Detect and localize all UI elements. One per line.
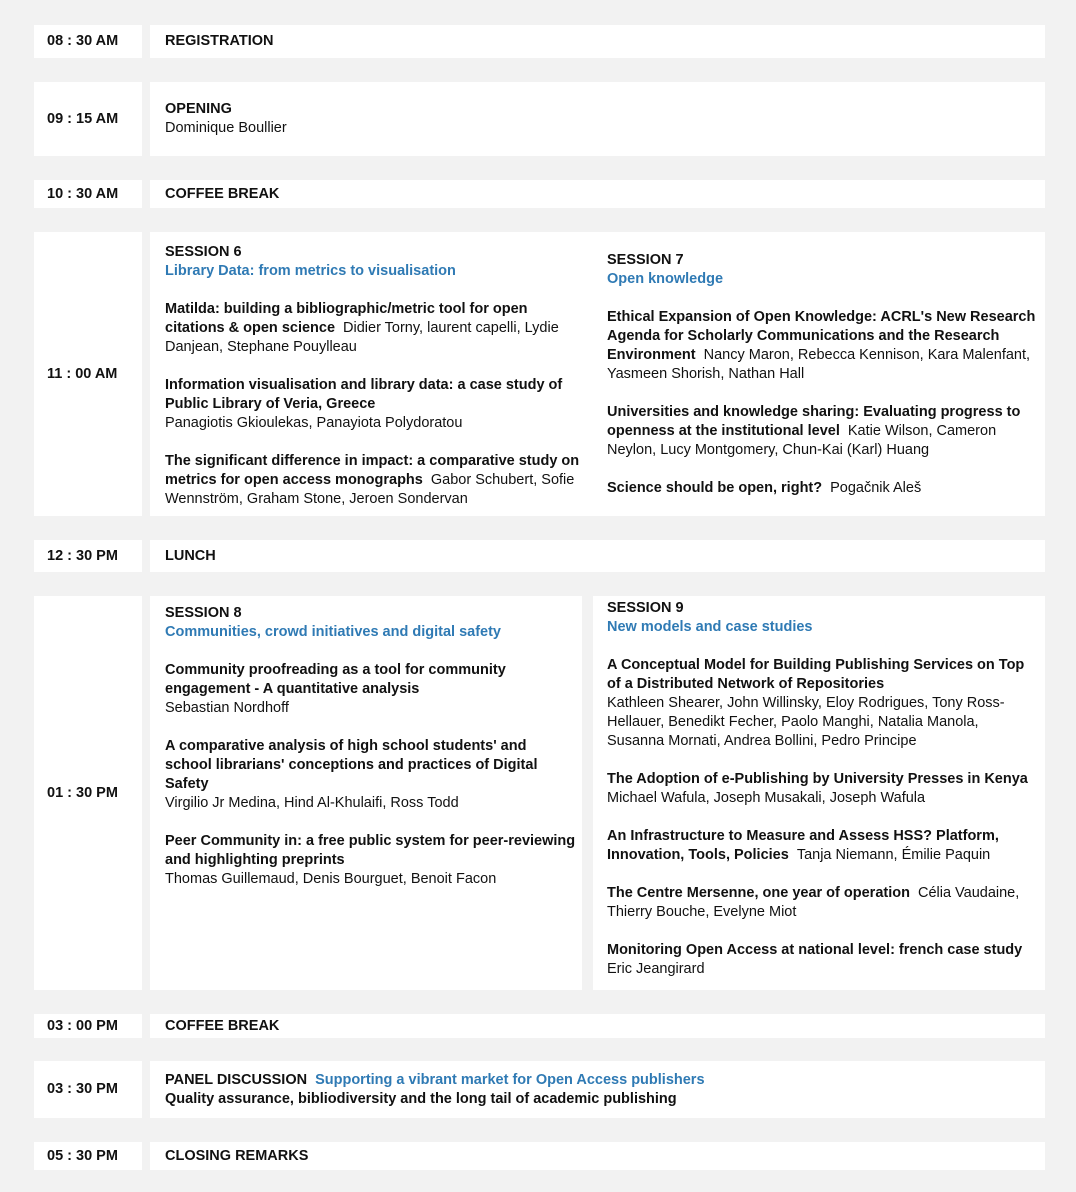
talk-title: Monitoring Open Access at national level: french case study (607, 942, 1023, 958)
talk-title: A Conceptual Model for Building Publishing Services on Top of a Distributed Network of Repositories (607, 657, 1025, 692)
session-9 (607, 599, 1039, 979)
talk-authors: Célia Vaudaine, Thierry Bouche, Evelyne Miot (607, 885, 1020, 920)
row-label: REGISTRATION (165, 33, 274, 49)
talk-authors: Katie Wilson, Cameron Neylon, Lucy Montgomery, Chun-Kai (Karl) Huang (607, 423, 997, 458)
registration-row (150, 25, 1045, 58)
time-slot: 01 : 30 PM (34, 596, 142, 990)
talk-item (607, 308, 1039, 384)
time-slot: 12 : 30 PM (34, 540, 142, 572)
session-label: SESSION 9 (607, 600, 684, 616)
sessions-am-card (150, 232, 1045, 516)
row-label: PANEL DISCUSSION (165, 1071, 308, 1088)
talk-item (607, 884, 1039, 922)
time-slot: 08 : 30 AM (34, 25, 142, 58)
row-label: LUNCH (165, 547, 216, 564)
session-theme: Communities, crowd initiatives and digital safety (165, 624, 501, 640)
time-slot: 10 : 30 AM (34, 180, 142, 208)
talk-authors: Panagiotis Gkioulekas, Panayiota Polydoratou (165, 415, 463, 431)
talk-authors: Eric Jeangirard (607, 961, 705, 977)
session-label: SESSION 8 (165, 605, 242, 621)
opening-row (150, 82, 1045, 156)
talk-title: Peer Community in: a free public system for peer-reviewing and highlighting preprints (165, 833, 576, 868)
session-7 (607, 251, 1039, 498)
closing-row (150, 1142, 1045, 1170)
talk-authors: Sebastian Nordhoff (165, 700, 289, 716)
talk-authors: Thomas Guillemaud, Denis Bourguet, Benoit Facon (165, 871, 497, 887)
talk-authors: Tanja Niemann, Émilie Paquin (796, 847, 991, 863)
row-label: OPENING (165, 101, 232, 117)
talk-title: The Adoption of e-Publishing by University Presses in Kenya (607, 771, 1028, 787)
talk-title: Information visualisation and library data: a case study of Public Library of Veria, Greece (165, 377, 563, 412)
session-label: SESSION 6 (165, 244, 242, 260)
talk-title: A comparative analysis of high school students' and school librarians' conceptions and practices of Digital Safety (165, 738, 538, 792)
talk-item (607, 656, 1039, 751)
talk-title: An Infrastructure to Measure and Assess HSS? Platform, Innovation, Tools, Policies (607, 828, 999, 863)
session-theme: Open knowledge (607, 271, 724, 287)
talk-authors: Pogačnik Aleš (830, 480, 922, 496)
row-label: COFFEE BREAK (165, 1017, 280, 1034)
panel-title: Supporting a vibrant market for Open Access publishers (315, 1071, 705, 1088)
speaker: Dominique Boullier (165, 120, 287, 136)
time-slot: 03 : 00 PM (34, 1014, 142, 1038)
lunch-row (150, 540, 1045, 572)
talk-item (607, 479, 1039, 498)
time-slot: 05 : 30 PM (34, 1142, 142, 1170)
talk-authors: Virgilio Jr Medina, Hind Al-Khulaifi, Ross Todd (165, 795, 459, 811)
talk-authors: Didier Torny, laurent capelli, Lydie Danjean, Stephane Pouylleau (165, 320, 559, 355)
talk-item (607, 770, 1039, 808)
session-6 (165, 243, 585, 509)
talk-authors: Nancy Maron, Rebecca Kennison, Kara Malenfant, Yasmeen Shorish, Nathan Hall (607, 347, 1031, 382)
row-label: COFFEE BREAK (165, 185, 280, 202)
talk-item (165, 452, 585, 509)
talk-title: The significant difference in impact: a comparative study on metrics for open access monographs (165, 453, 580, 488)
talk-title: Ethical Expansion of Open Knowledge: ACRL's New Research Agenda for Scholarly Communications and the Research Environment (607, 309, 1036, 363)
talk-item (165, 737, 577, 813)
talk-item (165, 300, 585, 357)
time-slot: 09 : 15 AM (34, 82, 142, 156)
talk-title: Matilda: building a bibliographic/metric tool for open citations & open science (165, 301, 528, 336)
talk-authors: Gabor Schubert, Sofie Wennström, Graham Stone, Jeroen Sondervan (165, 472, 575, 507)
talk-item (607, 941, 1039, 979)
talk-title: Community proofreading as a tool for community engagement - A quantitative analysis (165, 662, 506, 697)
talk-title: Science should be open, right? (607, 480, 823, 496)
row-label: CLOSING REMARKS (165, 1147, 309, 1164)
session-theme: New models and case studies (607, 619, 813, 635)
session-9-card (593, 596, 1045, 990)
time-slot: 03 : 30 PM (34, 1061, 142, 1118)
session-theme: Library Data: from metrics to visualisation (165, 263, 456, 279)
talk-item (165, 376, 585, 433)
talk-authors: Michael Wafula, Joseph Musakali, Joseph Wafula (607, 790, 926, 806)
talk-item (165, 661, 577, 718)
session-8-card (150, 596, 582, 990)
panel-subtitle: Quality assurance, bibliodiversity and the long tail of academic publishing (165, 1090, 677, 1107)
talk-item (607, 827, 1039, 865)
talk-item (165, 832, 577, 889)
talk-title: The Centre Mersenne, one year of operation (607, 885, 910, 901)
coffee-break-row (150, 180, 1045, 208)
talk-item (607, 403, 1039, 460)
coffee-break-row (150, 1014, 1045, 1038)
talk-title: Universities and knowledge sharing: Evaluating progress to openness at the institutional level (607, 404, 1021, 439)
session-label: SESSION 7 (607, 252, 684, 268)
time-slot: 11 : 00 AM (34, 232, 142, 516)
talk-authors: Kathleen Shearer, John Willinsky, Eloy Rodrigues, Tony Ross-Hellauer, Benedikt Fecher, Paolo Manghi, Natalia Manola, Susanna Mornati, Andrea Bollini, Pedro Principe (607, 695, 1005, 749)
session-8 (165, 604, 577, 889)
panel-row (150, 1061, 1045, 1118)
